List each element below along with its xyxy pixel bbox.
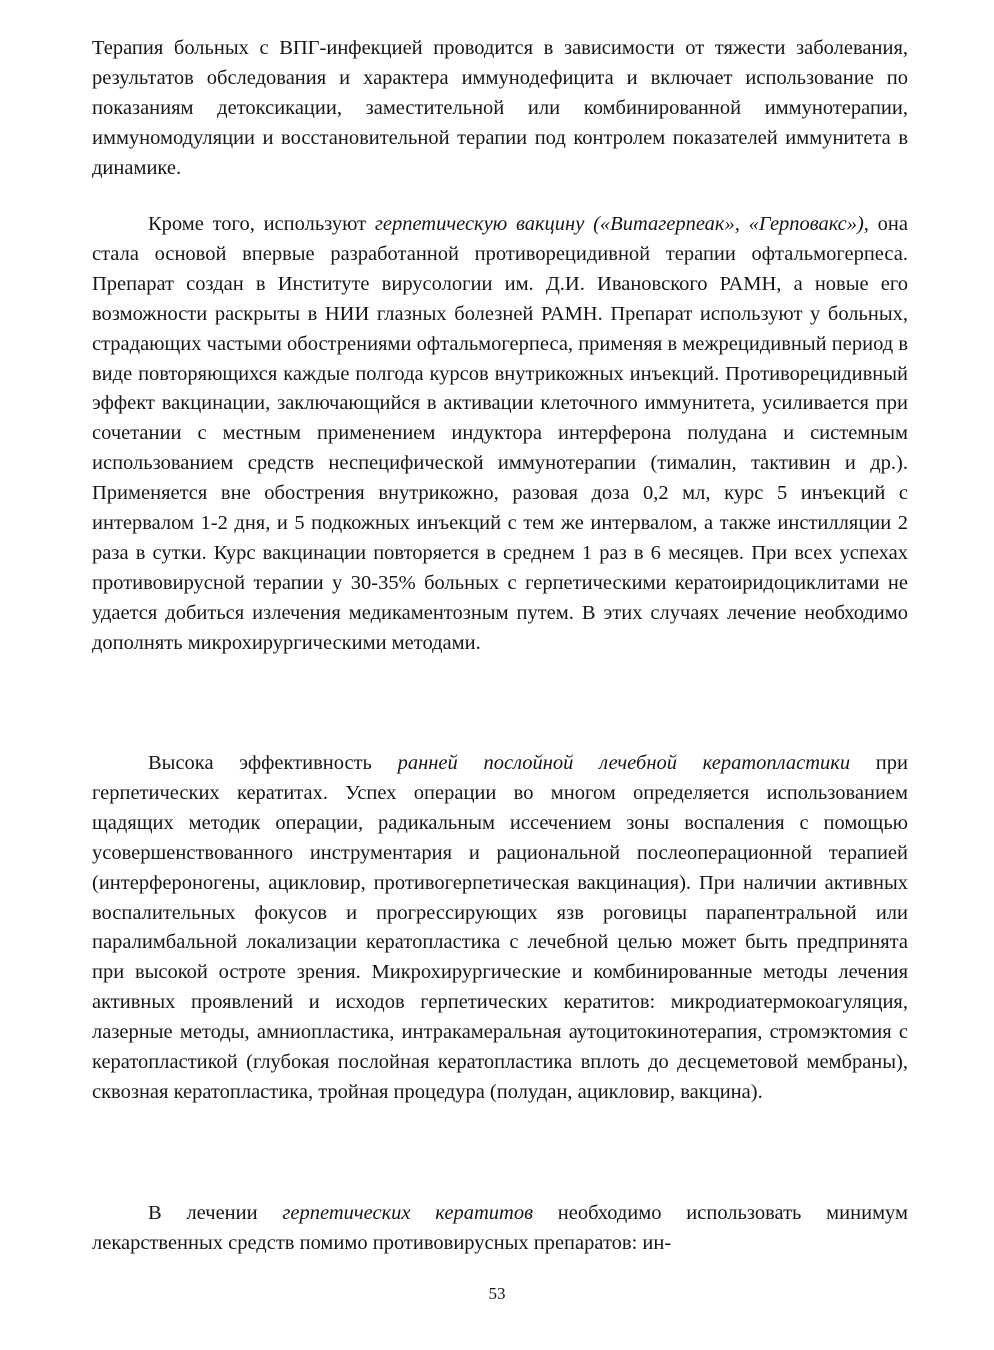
paragraph-keratoplasty [92, 749, 908, 1108]
italic-term-keratitis: герпетических кератитов [282, 1202, 533, 1224]
paragraph-text-rest: при герпетических кератитах. Успех операции во многом определяется использованием щадящих методик операции, радикальным иссечением зоны воспаления с помощью усовершенствованного инструментария и рациональной послеоперационной терапией (интерфероногены, ацикловир, противогерпетическая вакцинация). При наличии активных воспалительных фокусов и прогрессирующих язв роговицы парапентральной или паралимбальной локализации кератопластика с лечебной целью может быть предпринята при высокой остроте зрения. Микрохирургические и комбинированные методы лечения активных проявлений и исходов герпетических кератитов: микродиатермокоагуляция, лазерные методы, амниопластика, интракамеральная аутоцитокинотерапия, стромэктомия с кератопластикой (глубокая послойная кератопластика вплоть до десцеметовой мембраны), сквозная кератопластика, тройная процедура (полудан, ацикловир, вакцина). [92, 752, 908, 1103]
paragraph-text-start: Кроме того, используют [148, 213, 375, 235]
paragraph-herpes-vaccine [92, 210, 908, 659]
paragraph-text-rest: необходимо использовать минимум лекарственных средств помимо противовирусных препаратов: ин- [92, 1202, 908, 1254]
italic-term-vaccine: герпетическую вакцину («Витагерпеак», «Герповакс») [374, 213, 864, 235]
paragraph-text-start: Высока эффективность [148, 752, 398, 774]
paragraph-keratitis-treatment [92, 1199, 908, 1259]
page-number: 53 [488, 1284, 506, 1303]
italic-term-keratoplasty: ранней послойной лечебной кератопластики [397, 752, 851, 774]
paragraph-text-rest: , она стала основой впервые разработанной противорецидивной терапии офтальмогерпеса. Препарат создан в Институте вирусологии им. Д.И. Ивановского РАМН, а новые его возможности раскрыты в НИИ глазных болезней РАМН. Препарат используют у больных, страдающих частыми обострениями офтальмогерпеса, применяя в межрецидивный период в виде повторяющихся каждые полгода курсов внутрикожных инъекций. Противорецидивный эффект вакцинации, заключающийся в активации клеточного иммунитета, усиливается при сочетании с местным применением индуктора интерферона полудана и системным использованием средств неспецифической иммунотерапии (тималин, тактивин и др.). Применяется вне обострения внутрикожно, разовая доза 0,2 мл, курс 5 инъекций с интервалом 1-2 дня, и 5 подкожных инъекций с тем же интервалом, а также инстилляции 2 раза в сутки. Курс вакцинации повторяется в среднем 1 раз в 6 месяцев. При всех успехах противовирусной терапии у 30-35% больных с герпетическими кератоиридоциклитами не удается добиться излечения медикаментозным путем. В этих случаях лечение необходимо дополнять микрохирургическими методами. [92, 213, 909, 654]
paragraph-text-start: В лечении [148, 1202, 283, 1224]
paragraph-text: Терапия больных с ВПГ-инфекцией проводится в зависимости от тяжести заболевания, результатов обследования и характера иммунодефицита и включает использование по показаниям детоксикации, заместительной или комбинированной иммунотерапии, иммуномодуляции и восстановительной терапии под контролем показателей иммунитета в динамике. [92, 37, 908, 179]
paragraph-therapy-intro [92, 34, 908, 184]
